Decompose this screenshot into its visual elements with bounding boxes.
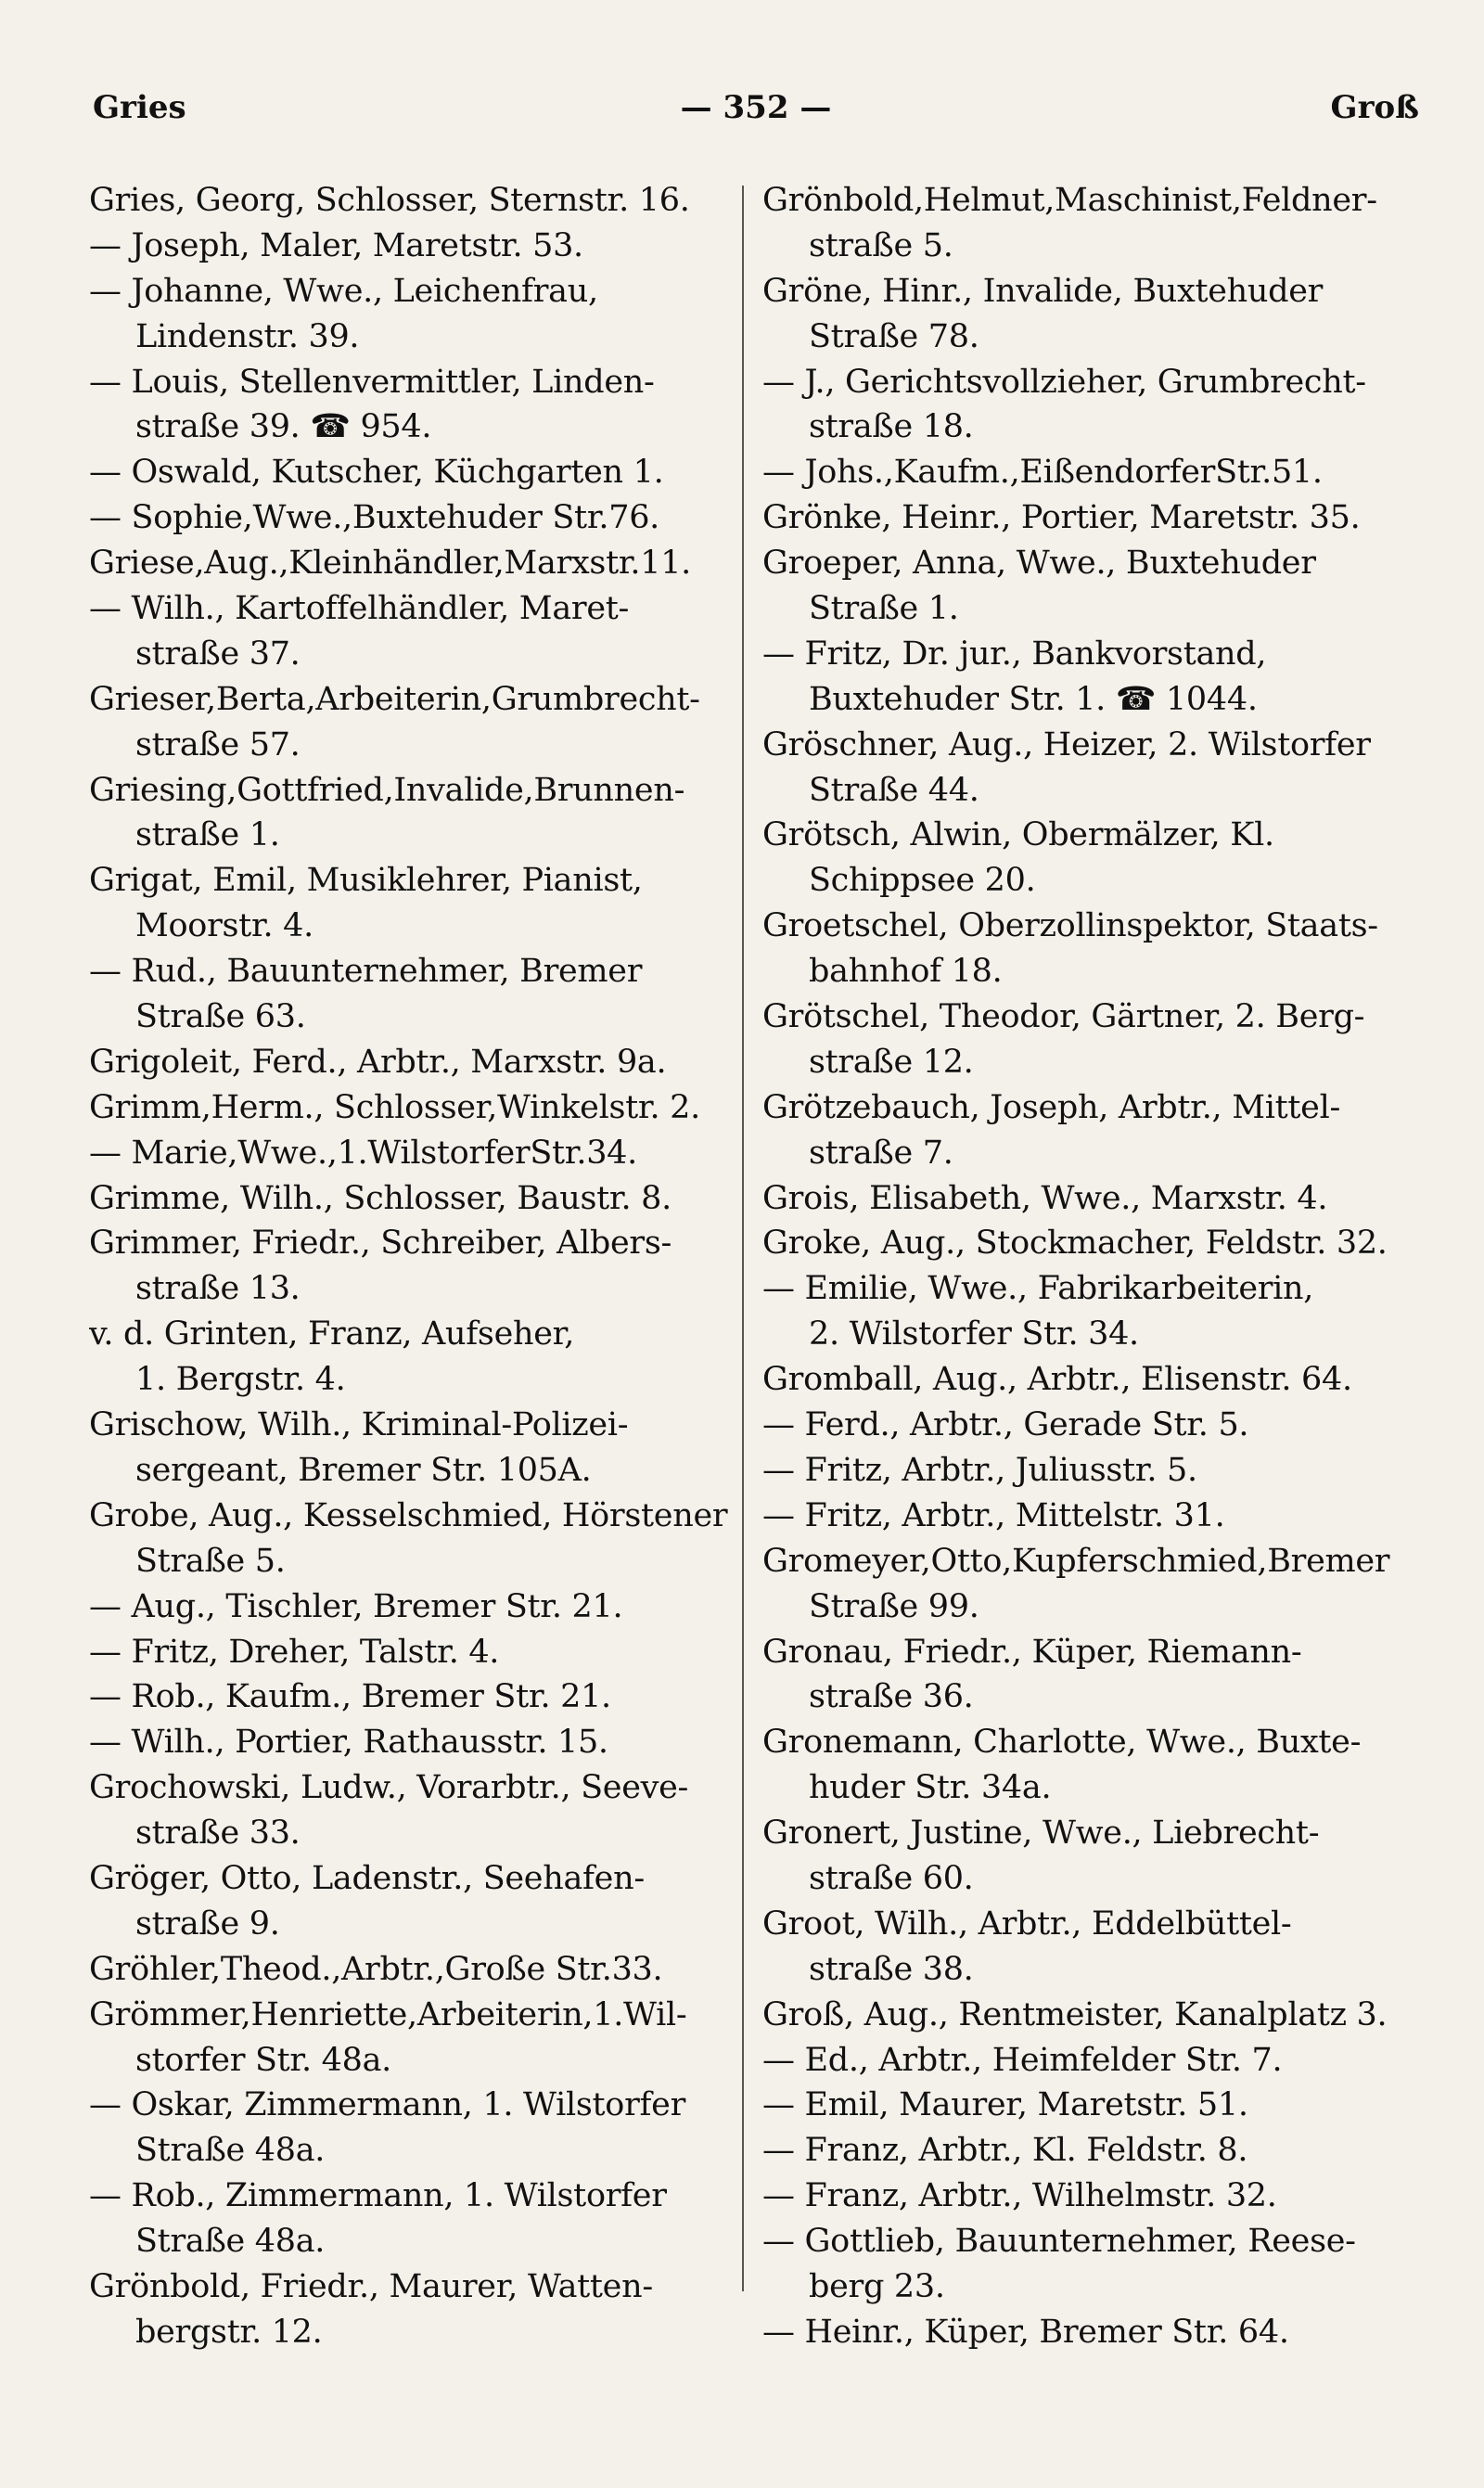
directory-entry	[762, 1993, 1423, 2038]
running-head-right: Groß	[1330, 89, 1419, 126]
entry-line: Gromeyer,Otto,Kupferschmied,Bremer	[762, 1542, 1390, 1580]
directory-entry	[89, 224, 729, 269]
directory-entry	[89, 1085, 729, 1131]
directory-entry	[762, 1630, 1423, 1721]
entry-line: — Emilie, Wwe., Fabrikarbeiterin,	[762, 1270, 1314, 1308]
entry-continuation: berg 23.	[809, 2267, 945, 2305]
directory-entry	[762, 1221, 1423, 1266]
directory-entry	[89, 1131, 729, 1176]
entry-line: Groß, Aug., Rentmeister, Kanalplatz 3.	[762, 1995, 1388, 2033]
directory-entry	[89, 1494, 729, 1584]
directory-entry	[89, 269, 729, 360]
entry-continuation: straße 39. ☎ 954.	[135, 408, 432, 446]
directory-entry	[89, 1765, 729, 1856]
directory-entry	[89, 677, 729, 768]
directory-entry	[89, 1856, 729, 1947]
directory-entry	[762, 1403, 1423, 1448]
entry-continuation: Straße 99.	[809, 1587, 979, 1625]
directory-entry	[762, 2083, 1423, 2128]
directory-entry	[762, 632, 1423, 723]
directory-entry	[762, 813, 1423, 904]
entry-line: Gromball, Aug., Arbtr., Elisenstr. 64.	[762, 1361, 1352, 1399]
directory-entry	[762, 541, 1423, 632]
entry-continuation: bahnhof 18.	[809, 953, 1003, 991]
directory-entry	[89, 2083, 729, 2174]
entry-continuation: Straße 78.	[809, 317, 979, 355]
entry-continuation: Straße 48a.	[135, 2223, 326, 2261]
directory-entry	[89, 586, 729, 677]
entry-continuation: straße 5.	[809, 226, 953, 264]
entry-line: — Joseph, Maler, Maretstr. 53.	[89, 226, 583, 264]
entry-line: v. d. Grinten, Franz, Aufseher,	[89, 1315, 575, 1353]
entry-line: — Ferd., Arbtr., Gerade Str. 5.	[762, 1406, 1249, 1444]
entry-continuation: straße 12.	[809, 1043, 974, 1081]
entry-line: Grochowski, Ludw., Vorarbtr., Seeve-	[89, 1769, 689, 1807]
directory-entry	[762, 994, 1423, 1085]
entry-continuation: straße 33.	[135, 1815, 301, 1853]
entry-line: — Oswald, Kutscher, Küchgarten 1.	[89, 454, 664, 492]
directory-entry	[762, 1085, 1423, 1176]
entry-line: — Heinr., Küper, Bremer Str. 64.	[762, 2313, 1289, 2351]
directory-entry	[762, 1902, 1423, 1993]
entry-line: Grigoleit, Ferd., Arbtr., Marxstr. 9a.	[89, 1043, 667, 1081]
entry-line: Gröne, Hinr., Invalide, Buxtehuder	[762, 272, 1324, 310]
directory-entry	[89, 1221, 729, 1312]
entry-line: Grimm,Herm., Schlosser,Winkelstr. 2.	[89, 1088, 700, 1126]
entry-line: — Louis, Stellenvermittler, Linden-	[89, 363, 655, 401]
entry-line: — Franz, Arbtr., Kl. Feldstr. 8.	[762, 2132, 1248, 2170]
directory-entry	[762, 1539, 1423, 1630]
entry-continuation: Straße 44.	[809, 771, 979, 809]
entry-continuation: straße 7.	[809, 1134, 953, 1172]
entry-line: Grimme, Wilh., Schlosser, Baustr. 8.	[89, 1179, 672, 1217]
entry-line: Groetschel, Oberzollinspektor, Staats-	[762, 907, 1378, 945]
entry-line: Groot, Wilh., Arbtr., Eddelbüttel-	[762, 1904, 1292, 1943]
entry-line: Grigat, Emil, Musiklehrer, Pianist,	[89, 862, 643, 900]
entry-continuation: straße 38.	[809, 1950, 974, 1988]
directory-entry	[762, 1811, 1423, 1902]
directory-entry	[89, 178, 729, 224]
directory-entry	[762, 1448, 1423, 1494]
directory-entry	[762, 269, 1423, 360]
entry-continuation: Straße 5.	[135, 1542, 286, 1580]
entry-continuation: Straße 63.	[135, 998, 306, 1036]
entry-line: Gries, Georg, Schlosser, Sternstr. 16.	[89, 182, 690, 219]
directory-entry	[762, 2128, 1423, 2174]
entry-continuation: straße 1.	[135, 816, 280, 854]
directory-entry	[89, 1720, 729, 1765]
directory-entry	[89, 949, 729, 1040]
right-column	[762, 178, 1423, 2355]
page-header	[93, 89, 1419, 145]
entry-line: — Fritz, Arbtr., Juliusstr. 5.	[762, 1451, 1197, 1489]
entry-continuation: straße 13.	[135, 1270, 301, 1308]
entry-continuation: straße 57.	[135, 725, 301, 763]
entry-line: Grieser,Berta,Arbeiterin,Grumbrecht-	[89, 680, 700, 718]
directory-entry	[89, 1993, 729, 2084]
entry-continuation: Straße 1.	[809, 590, 959, 628]
entry-line: — Aug., Tischler, Bremer Str. 21.	[89, 1587, 623, 1625]
entry-line: — Emil, Maurer, Maretstr. 51.	[762, 2086, 1248, 2124]
entry-line: Grimmer, Friedr., Schreiber, Albers-	[89, 1225, 672, 1263]
entry-line: Griese,Aug.,Kleinhändler,Marxstr.11.	[89, 545, 692, 583]
directory-entry	[89, 1630, 729, 1675]
directory-entry	[762, 723, 1423, 814]
entry-continuation: Straße 48a.	[135, 2132, 326, 2170]
directory-entry	[762, 495, 1423, 541]
entry-continuation: sergeant, Bremer Str. 105A.	[135, 1451, 592, 1489]
directory-entry	[89, 450, 729, 495]
entry-line: Grobe, Aug., Kesselschmied, Hörstener	[89, 1496, 728, 1534]
directory-entry	[89, 2174, 729, 2264]
entry-line: Grötsch, Alwin, Obermälzer, Kl.	[762, 816, 1274, 854]
entry-continuation: straße 60.	[809, 1859, 974, 1897]
directory-entry	[762, 1176, 1423, 1222]
directory-entry	[89, 1040, 729, 1085]
entry-line: Gronau, Friedr., Küper, Riemann-	[762, 1633, 1302, 1671]
entry-line: Groke, Aug., Stockmacher, Feldstr. 32.	[762, 1225, 1388, 1263]
entry-line: — Sophie,Wwe.,Buxtehuder Str.76.	[89, 499, 659, 537]
entry-line: — Marie,Wwe.,1.WilstorferStr.34.	[89, 1134, 637, 1172]
directory-entry	[89, 1312, 729, 1403]
entry-line: — Oskar, Zimmermann, 1. Wilstorfer	[89, 2086, 686, 2124]
entry-line: — Johs.,Kaufm.,EißendorferStr.51.	[762, 454, 1323, 492]
directory-entry	[89, 768, 729, 859]
entry-line: — Rob., Kaufm., Bremer Str. 21.	[89, 1678, 611, 1716]
entry-line: — Ed., Arbtr., Heimfelder Str. 7.	[762, 2041, 1283, 2079]
directory-entry	[762, 1266, 1423, 1357]
directory-entry	[762, 2310, 1423, 2355]
entry-continuation: straße 9.	[135, 1904, 280, 1943]
entry-line: — Fritz, Dreher, Talstr. 4.	[89, 1633, 500, 1671]
entry-continuation: 2. Wilstorfer Str. 34.	[809, 1315, 1139, 1353]
entry-continuation: straße 37.	[135, 635, 301, 673]
entry-line: Grois, Elisabeth, Wwe., Marxstr. 4.	[762, 1179, 1328, 1217]
directory-entry	[762, 450, 1423, 495]
entry-line: — Fritz, Arbtr., Mittelstr. 31.	[762, 1496, 1225, 1534]
directory-entry	[762, 1494, 1423, 1539]
directory-entry	[89, 541, 729, 586]
directory-entry	[89, 2264, 729, 2355]
column-divider	[742, 186, 744, 2291]
entry-line: Gronemann, Charlotte, Wwe., Buxte-	[762, 1724, 1362, 1762]
entry-line: — J., Gerichtsvollzieher, Grumbrecht-	[762, 363, 1366, 401]
entry-line: Grönbold,Helmut,Maschinist,Feldner-	[762, 182, 1377, 219]
entry-continuation: Schippsee 20.	[809, 862, 1036, 900]
entry-continuation: 1. Bergstr. 4.	[135, 1361, 346, 1399]
directory-entry	[89, 495, 729, 541]
directory-entry	[762, 1720, 1423, 1811]
running-head-left: Gries	[93, 89, 186, 126]
entry-line: Grischow, Wilh., Kriminal-Polizei-	[89, 1406, 629, 1444]
directory-entry	[89, 1176, 729, 1222]
entry-continuation: straße 36.	[809, 1678, 974, 1716]
entry-line: Gröhler,Theod.,Arbtr.,Große Str.33.	[89, 1950, 663, 1988]
directory-entry	[762, 2174, 1423, 2219]
entry-line: Gronert, Justine, Wwe., Liebrecht-	[762, 1815, 1320, 1853]
entry-line: — Gottlieb, Bauunternehmer, Reese-	[762, 2223, 1356, 2261]
entry-continuation: storfer Str. 48a.	[135, 2041, 391, 2079]
entry-line: — Franz, Arbtr., Wilhelmstr. 32.	[762, 2177, 1277, 2215]
entry-line: — Wilh., Kartoffelhändler, Maret-	[89, 590, 630, 628]
entry-continuation: huder Str. 34a.	[809, 1769, 1052, 1807]
directory-entry	[762, 2038, 1423, 2084]
entry-line: Griesing,Gottfried,Invalide,Brunnen-	[89, 771, 685, 809]
entry-line: Grömmer,Henriette,Arbeiterin,1.Wil-	[89, 1995, 687, 2033]
entry-continuation: Lindenstr. 39.	[135, 317, 360, 355]
directory-entry	[762, 2219, 1423, 2310]
directory-entry	[89, 360, 729, 451]
entry-continuation: bergstr. 12.	[135, 2313, 323, 2351]
page-number: — 352 —	[680, 89, 832, 126]
entry-line: Grönke, Heinr., Portier, Maretstr. 35.	[762, 499, 1361, 537]
entry-line: Grötschel, Theodor, Gärtner, 2. Berg-	[762, 998, 1365, 1036]
entry-line: — Rob., Zimmermann, 1. Wilstorfer	[89, 2177, 667, 2215]
entry-line: — Fritz, Dr. jur., Bankvorstand,	[762, 635, 1267, 673]
entry-line: — Rud., Bauunternehmer, Bremer	[89, 953, 643, 991]
entry-line: Gröger, Otto, Ladenstr., Seehafen-	[89, 1859, 645, 1897]
directory-entry	[89, 1403, 729, 1494]
entry-continuation: Buxtehuder Str. 1. ☎ 1044.	[809, 680, 1258, 718]
directory-entry	[89, 1674, 729, 1720]
left-column	[89, 178, 729, 2355]
directory-entry	[762, 904, 1423, 994]
entry-line: Grönbold, Friedr., Maurer, Watten-	[89, 2267, 653, 2305]
directory-entry	[89, 858, 729, 949]
directory-entry	[89, 1947, 729, 1993]
entry-continuation: straße 18.	[809, 408, 974, 446]
entry-line: Grötzebauch, Joseph, Arbtr., Mittel-	[762, 1088, 1340, 1126]
entry-continuation: Moorstr. 4.	[135, 907, 313, 945]
directory-entry	[762, 360, 1423, 451]
directory-entry	[762, 178, 1423, 269]
entry-line: Gröschner, Aug., Heizer, 2. Wilstorfer	[762, 725, 1371, 763]
entry-line: Groeper, Anna, Wwe., Buxtehuder	[762, 545, 1316, 583]
directory-entry	[89, 1584, 729, 1630]
entry-line: — Johanne, Wwe., Leichenfrau,	[89, 272, 598, 310]
entry-line: — Wilh., Portier, Rathausstr. 15.	[89, 1724, 608, 1762]
directory-entry	[762, 1357, 1423, 1403]
